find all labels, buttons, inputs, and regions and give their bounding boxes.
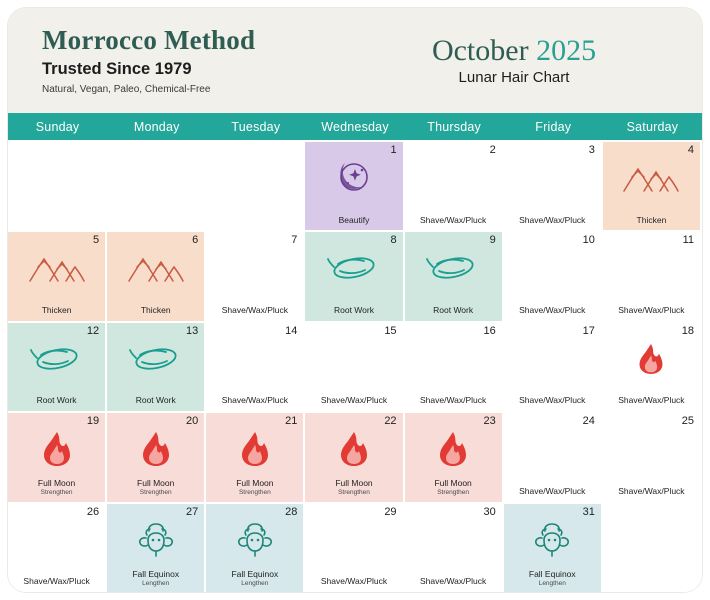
calendar-day-empty bbox=[8, 140, 107, 230]
day-label: Root Work bbox=[135, 395, 176, 406]
full-moon-flame-icon bbox=[436, 430, 470, 468]
day-label: Full Moon bbox=[335, 478, 373, 489]
day-label: Thicken bbox=[41, 305, 72, 316]
day-label-group bbox=[405, 479, 502, 496]
day-label-group bbox=[305, 216, 402, 226]
day-label: Shave/Wax/Pluck bbox=[221, 395, 288, 406]
day-label: Shave/Wax/Pluck bbox=[519, 395, 586, 406]
day-label-group bbox=[107, 396, 204, 406]
day-label: Full Moon bbox=[236, 478, 274, 489]
fall-equinox-icon bbox=[232, 521, 278, 559]
calendar-day-31[interactable] bbox=[504, 502, 603, 592]
day-label: Shave/Wax/Pluck bbox=[23, 576, 90, 587]
day-number: 30 bbox=[483, 505, 496, 518]
calendar-day-17[interactable] bbox=[504, 321, 603, 411]
day-icon-wrap bbox=[125, 249, 187, 287]
root-work-icon bbox=[128, 342, 184, 376]
day-label: Shave/Wax/Pluck bbox=[419, 214, 487, 225]
thicken-icon bbox=[125, 251, 187, 285]
month-year-title bbox=[364, 35, 664, 67]
day-number: 14 bbox=[285, 324, 298, 337]
day-label-group bbox=[504, 487, 601, 497]
day-number: 17 bbox=[582, 324, 595, 337]
calendar-day-22[interactable] bbox=[305, 411, 404, 501]
day-label-group bbox=[206, 570, 303, 587]
day-number: 7 bbox=[291, 234, 298, 247]
calendar-day-empty bbox=[107, 140, 206, 230]
day-number: 22 bbox=[384, 415, 397, 428]
full-moon-flame-icon bbox=[238, 430, 272, 468]
calendar-day-2[interactable] bbox=[405, 140, 504, 230]
day-label-group bbox=[8, 577, 105, 587]
day-number: 9 bbox=[489, 234, 496, 247]
day-label-group bbox=[107, 570, 204, 587]
day-sublabel: Lengthen bbox=[142, 579, 170, 587]
day-number: 19 bbox=[86, 415, 100, 428]
day-number: 18 bbox=[681, 324, 694, 337]
root-work-icon bbox=[29, 342, 85, 376]
calendar-day-26[interactable] bbox=[8, 502, 107, 592]
day-icon-wrap bbox=[436, 430, 470, 468]
day-number: 28 bbox=[285, 505, 298, 518]
day-label-group bbox=[504, 396, 601, 406]
day-label-group bbox=[405, 396, 502, 406]
calendar-day-6[interactable] bbox=[107, 230, 206, 320]
day-number: 5 bbox=[93, 234, 100, 247]
fall-equinox-icon bbox=[133, 521, 179, 559]
day-label-group bbox=[305, 306, 402, 316]
day-label-group bbox=[603, 487, 700, 497]
day-label: Root Work bbox=[433, 305, 474, 316]
day-label-group bbox=[305, 479, 402, 496]
calendar-day-7[interactable] bbox=[206, 230, 305, 320]
calendar-day-12[interactable] bbox=[8, 321, 107, 411]
day-label-group bbox=[206, 306, 303, 316]
day-icon-wrap bbox=[232, 521, 278, 559]
beautify-icon bbox=[334, 159, 374, 197]
day-number: 16 bbox=[483, 324, 496, 337]
calendar-day-3[interactable] bbox=[504, 140, 603, 230]
day-label-group bbox=[405, 306, 502, 316]
day-icon-wrap bbox=[334, 159, 374, 197]
root-work-icon bbox=[326, 251, 382, 285]
day-number: 31 bbox=[582, 505, 595, 518]
calendar-card bbox=[8, 8, 702, 592]
weekday-header-row bbox=[8, 113, 702, 140]
weekday-header-saturday: Saturday bbox=[626, 119, 679, 134]
day-icon-wrap bbox=[636, 340, 666, 378]
day-icon-wrap bbox=[133, 521, 179, 559]
calendar-header bbox=[8, 8, 702, 113]
day-label: Root Work bbox=[333, 305, 374, 316]
calendar-day-21[interactable] bbox=[206, 411, 305, 501]
brand-block bbox=[42, 26, 364, 95]
day-number: 8 bbox=[390, 234, 397, 247]
calendar-day-23[interactable] bbox=[405, 411, 504, 501]
day-label: Beautify bbox=[338, 214, 370, 225]
day-label: Shave/Wax/Pluck bbox=[618, 395, 685, 406]
calendar-day-13[interactable] bbox=[107, 321, 206, 411]
calendar-day-20[interactable] bbox=[107, 411, 206, 501]
brand-subtitle: Trusted Since 1979 bbox=[42, 59, 192, 78]
title-block bbox=[364, 35, 664, 87]
day-icon-wrap bbox=[529, 521, 575, 559]
day-number: 1 bbox=[390, 144, 397, 156]
fall-equinox-icon bbox=[529, 521, 575, 559]
day-icon-wrap bbox=[40, 430, 74, 468]
day-icon-wrap bbox=[337, 430, 371, 468]
calendar-day-18[interactable] bbox=[603, 321, 702, 411]
day-label-group bbox=[206, 479, 303, 496]
day-label: Shave/Wax/Pluck bbox=[419, 395, 487, 406]
calendar-day-9[interactable] bbox=[405, 230, 504, 320]
day-number: 21 bbox=[285, 415, 298, 428]
day-label: Shave/Wax/Pluck bbox=[618, 305, 685, 316]
day-number: 26 bbox=[86, 505, 100, 518]
calendar-day-24[interactable] bbox=[504, 411, 603, 501]
calendar-day-4[interactable] bbox=[603, 140, 702, 230]
calendar-day-25[interactable] bbox=[603, 411, 702, 501]
day-label-group bbox=[305, 577, 402, 587]
weekday-header-monday: Monday bbox=[133, 119, 180, 134]
calendar-day-19[interactable] bbox=[8, 411, 107, 501]
day-label: Full Moon bbox=[137, 478, 175, 489]
day-label-group bbox=[504, 306, 601, 316]
day-label-group bbox=[305, 396, 402, 406]
day-icon-wrap bbox=[425, 249, 481, 287]
day-label: Shave/Wax/Pluck bbox=[419, 576, 487, 587]
day-number: 29 bbox=[384, 505, 397, 518]
day-label: Fall Equinox bbox=[132, 568, 180, 579]
calendar-day-1[interactable] bbox=[305, 140, 404, 230]
day-label-group bbox=[107, 306, 204, 316]
day-number: 27 bbox=[186, 505, 199, 518]
thicken-icon bbox=[26, 251, 88, 285]
day-number: 24 bbox=[582, 415, 595, 428]
day-label-group bbox=[8, 396, 105, 406]
day-label: Shave/Wax/Pluck bbox=[618, 485, 685, 496]
day-label: Root Work bbox=[36, 395, 77, 406]
day-sublabel: Strengthen bbox=[338, 489, 370, 497]
weekday-header-wednesday: Wednesday bbox=[321, 119, 389, 134]
day-icon-wrap bbox=[620, 159, 682, 197]
full-moon-flame-icon bbox=[337, 430, 371, 468]
full-moon-flame-icon bbox=[40, 430, 74, 468]
brand-title: Morrocco Method bbox=[42, 25, 256, 56]
day-label: Shave/Wax/Pluck bbox=[320, 395, 388, 406]
year-label: 2025 bbox=[536, 33, 597, 67]
day-number: 23 bbox=[483, 415, 496, 428]
day-label: Thicken bbox=[140, 305, 171, 316]
day-label-group bbox=[504, 570, 601, 587]
full-moon-flame-icon bbox=[139, 430, 173, 468]
day-sublabel: Strengthen bbox=[139, 489, 172, 497]
day-number: 25 bbox=[681, 415, 694, 428]
day-label-group bbox=[8, 479, 105, 496]
day-sublabel: Strengthen bbox=[238, 489, 271, 497]
day-sublabel: Strengthen bbox=[437, 489, 470, 497]
day-number: 4 bbox=[687, 144, 694, 156]
calendar-day-30[interactable] bbox=[405, 502, 504, 592]
day-label: Full Moon bbox=[37, 478, 76, 489]
day-icon-wrap bbox=[326, 249, 382, 287]
weekday-header-sunday: Sunday bbox=[35, 119, 80, 134]
weekday-header-thursday: Thursday bbox=[427, 119, 481, 134]
weekday-header-tuesday: Tuesday bbox=[231, 119, 281, 134]
day-sublabel: Lengthen bbox=[538, 579, 566, 587]
day-icon-wrap bbox=[26, 249, 88, 287]
day-sublabel: Lengthen bbox=[241, 579, 269, 587]
calendar-day-16[interactable] bbox=[405, 321, 504, 411]
calendar-day-10[interactable] bbox=[504, 230, 603, 320]
calendar-day-14[interactable] bbox=[206, 321, 305, 411]
day-number: 2 bbox=[489, 144, 496, 156]
weekday-header-friday: Friday bbox=[535, 119, 572, 134]
calendar-day-5[interactable] bbox=[8, 230, 107, 320]
day-label: Shave/Wax/Pluck bbox=[519, 305, 586, 316]
day-icon-wrap bbox=[238, 430, 272, 468]
day-number: 13 bbox=[186, 324, 199, 337]
day-label: Full Moon bbox=[434, 478, 472, 489]
day-label-group bbox=[603, 216, 700, 226]
day-number: 20 bbox=[186, 415, 199, 428]
day-icon-wrap bbox=[29, 340, 85, 378]
calendar-day-28[interactable] bbox=[206, 502, 305, 592]
calendar-day-8[interactable] bbox=[305, 230, 404, 320]
calendar-grid bbox=[8, 140, 702, 592]
chart-subtitle: Lunar Hair Chart bbox=[458, 69, 570, 87]
calendar-day-15[interactable] bbox=[305, 321, 404, 411]
day-number: 12 bbox=[86, 324, 100, 337]
day-sublabel: Strengthen bbox=[40, 489, 73, 497]
day-label-group bbox=[206, 396, 303, 406]
day-label-group bbox=[603, 306, 700, 316]
flame-icon bbox=[636, 342, 666, 376]
calendar-day-empty bbox=[603, 502, 702, 592]
day-label: Thicken bbox=[636, 214, 667, 225]
day-number: 15 bbox=[384, 324, 397, 337]
calendar-day-11[interactable] bbox=[603, 230, 702, 320]
day-label: Shave/Wax/Pluck bbox=[221, 305, 288, 316]
day-label-group bbox=[504, 216, 601, 226]
calendar-day-29[interactable] bbox=[305, 502, 404, 592]
day-icon-wrap bbox=[139, 430, 173, 468]
month-label: October bbox=[431, 33, 529, 67]
day-label: Fall Equinox bbox=[231, 568, 279, 579]
day-number: 6 bbox=[192, 234, 199, 247]
calendar-day-empty bbox=[206, 140, 305, 230]
day-label: Shave/Wax/Pluck bbox=[320, 576, 388, 587]
day-label: Fall Equinox bbox=[528, 568, 576, 579]
day-label-group bbox=[107, 479, 204, 496]
day-number: 11 bbox=[682, 234, 694, 247]
day-icon-wrap bbox=[128, 340, 184, 378]
day-label-group bbox=[405, 216, 502, 226]
day-label-group bbox=[8, 306, 105, 316]
day-number: 3 bbox=[588, 144, 595, 156]
day-number: 10 bbox=[582, 234, 595, 247]
day-label: Shave/Wax/Pluck bbox=[519, 214, 586, 225]
calendar-day-27[interactable] bbox=[107, 502, 206, 592]
root-work-icon bbox=[425, 251, 481, 285]
thicken-icon bbox=[620, 161, 682, 195]
day-label: Shave/Wax/Pluck bbox=[519, 485, 586, 496]
day-label-group bbox=[603, 396, 700, 406]
brand-tagline: Natural, Vegan, Paleo, Chemical-Free bbox=[42, 83, 211, 95]
day-label-group bbox=[405, 577, 502, 587]
